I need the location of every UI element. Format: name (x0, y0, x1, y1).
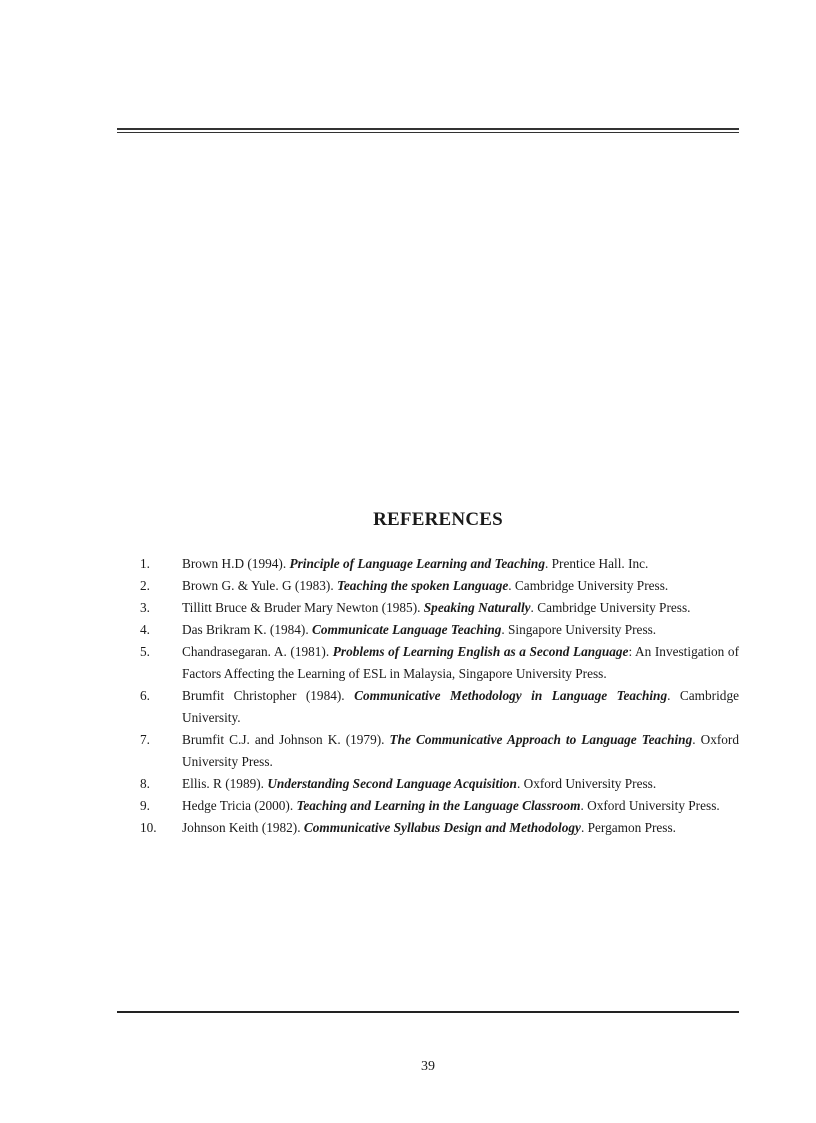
reference-item (140, 685, 739, 729)
reference-author-year: Brumfit C.J. and Johnson K. (1979). (182, 732, 390, 747)
reference-author-year: Brown G. & Yule. G (1983). (182, 578, 337, 593)
reference-title: Teaching the spoken Language (337, 578, 509, 593)
reference-number: 3. (140, 600, 150, 615)
reference-item (140, 575, 739, 597)
reference-item (140, 795, 739, 817)
reference-publisher: . Prentice Hall. Inc. (544, 556, 649, 571)
reference-title: Speaking Naturally (423, 600, 531, 615)
reference-publisher: . Oxford University Press. (516, 776, 657, 791)
reference-publisher: . Oxford University Press. (182, 732, 739, 769)
footer-rule (117, 1011, 739, 1013)
reference-author-year: Brown H.D (1994). (182, 556, 290, 571)
reference-publisher: . Cambridge University Press. (508, 578, 669, 593)
reference-item (140, 619, 739, 641)
reference-title: Communicative Methodology in Language Teaching (354, 688, 668, 703)
reference-number: 5. (140, 644, 150, 659)
reference-publisher: . Oxford University Press. (580, 798, 720, 813)
reference-author-year: Brumfit Christopher (1984). (182, 688, 355, 703)
reference-title: Communicative Syllabus Design and Methodology (303, 820, 581, 835)
reference-title: Understanding Second Language Acquisition (267, 776, 517, 791)
reference-number: 2. (140, 578, 150, 593)
reference-number: 1. (140, 556, 150, 571)
reference-author-year: Ellis. R (1989). (182, 776, 268, 791)
reference-item (140, 641, 739, 685)
reference-item (140, 597, 739, 619)
reference-number: 7. (140, 732, 150, 747)
reference-publisher: . Cambridge University. (182, 688, 739, 725)
reference-title: Principle of Language Learning and Teaching (289, 556, 545, 571)
reference-number: 10. (140, 820, 157, 835)
reference-item (140, 773, 739, 795)
reference-publisher: . Cambridge University Press. (530, 600, 691, 615)
reference-author-year: Das Brikram K. (1984). (182, 622, 312, 637)
reference-author-year: Johnson Keith (1982). (182, 820, 304, 835)
reference-title: Teaching and Learning in the Language Classroom (296, 798, 581, 813)
references-heading: REFERENCES (373, 509, 503, 530)
references-list (140, 553, 739, 839)
header-double-rule (117, 128, 739, 130)
reference-author-year: Hedge Tricia (2000). (182, 798, 297, 813)
reference-number: 9. (140, 798, 150, 813)
reference-publisher: . Pergamon Press. (580, 820, 676, 835)
reference-author-year: Chandrasegaran. A. (1981). (182, 644, 333, 659)
page-number: 39 (421, 1059, 435, 1074)
reference-number: 8. (140, 776, 150, 791)
reference-publisher: : An Investigation of Factors Affecting the Learning of ESL in Malaysia, Singapore University Press. (182, 644, 739, 681)
reference-title: The Communicative Approach to Language Teaching (389, 732, 693, 747)
reference-item (140, 817, 739, 839)
reference-title: Problems of Learning English as a Second Language (332, 644, 629, 659)
reference-number: 4. (140, 622, 150, 637)
reference-item (140, 553, 739, 575)
reference-item (140, 729, 739, 773)
reference-author-year: Tillitt Bruce & Bruder Mary Newton (1985). (182, 600, 424, 615)
reference-publisher: . Singapore University Press. (501, 622, 657, 637)
reference-number: 6. (140, 688, 150, 703)
reference-title: Communicate Language Teaching (312, 622, 502, 637)
